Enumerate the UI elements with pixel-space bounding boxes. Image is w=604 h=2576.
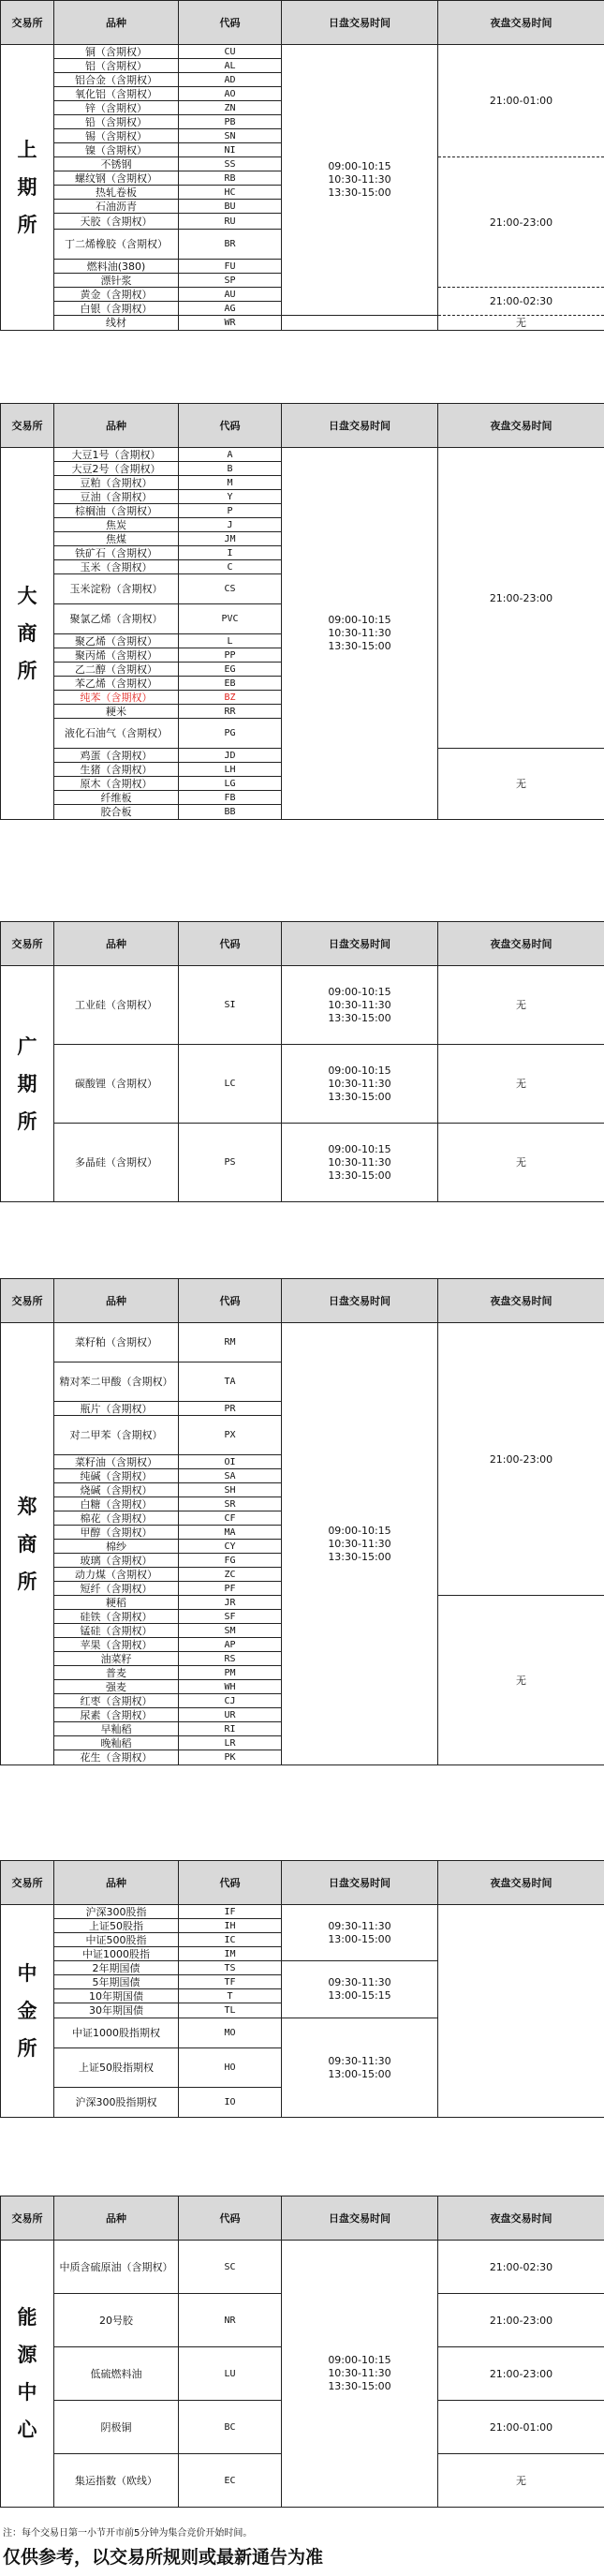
header-day-session: 日盘交易时间 bbox=[282, 922, 438, 966]
code-cell: IO bbox=[179, 2088, 282, 2118]
code-cell: BC bbox=[179, 2401, 282, 2454]
product-cell: 油菜籽 bbox=[54, 1652, 179, 1666]
product-cell: 工业硅（含期权） bbox=[54, 966, 179, 1045]
night-session-cell: 21:00-23:00 bbox=[438, 2294, 604, 2347]
product-cell: 豆油（含期权） bbox=[54, 490, 179, 504]
shfe-table bbox=[0, 0, 604, 331]
code-cell: C bbox=[179, 560, 282, 574]
product-cell: 苯乙烯（含期权） bbox=[54, 677, 179, 691]
header-row bbox=[1, 1, 604, 45]
code-cell: EG bbox=[179, 663, 282, 677]
product-cell: 黄金（含期权） bbox=[54, 288, 179, 302]
table-row bbox=[1, 1905, 604, 1919]
exchange-name: 中 金 所 bbox=[1, 1905, 54, 2118]
code-cell: AP bbox=[179, 1638, 282, 1652]
code-cell: SC bbox=[179, 2241, 282, 2294]
ine-table bbox=[0, 2196, 604, 2508]
code-cell: RU bbox=[179, 214, 282, 230]
product-cell: 粳稻 bbox=[54, 1596, 179, 1610]
product-cell: 氧化铝（含期权） bbox=[54, 87, 179, 101]
night-session-cell: 无 bbox=[438, 966, 604, 1045]
header-day-session: 日盘交易时间 bbox=[282, 2196, 438, 2241]
night-session-cell: 21:00-23:00 bbox=[438, 448, 604, 749]
code-cell: TL bbox=[179, 2003, 282, 2018]
day-session-cell: 09:00-10:15 10:30-11:30 13:30-15:00 bbox=[282, 1045, 438, 1124]
code-cell: HC bbox=[179, 186, 282, 200]
code-cell: Y bbox=[179, 490, 282, 504]
product-cell: 铁矿石（含期权） bbox=[54, 546, 179, 560]
code-cell: LH bbox=[179, 763, 282, 777]
header-code: 代码 bbox=[179, 1861, 282, 1905]
header-exchange: 交易所 bbox=[1, 2196, 54, 2241]
code-cell: SA bbox=[179, 1469, 282, 1483]
code-cell: A bbox=[179, 448, 282, 462]
code-cell: FG bbox=[179, 1554, 282, 1568]
code-cell: TS bbox=[179, 1961, 282, 1975]
code-cell: WH bbox=[179, 1680, 282, 1694]
code-cell: SR bbox=[179, 1497, 282, 1511]
day-session-cell: 09:00-10:15 10:30-11:30 13:30-15:00 bbox=[282, 1323, 438, 1765]
code-cell: IH bbox=[179, 1919, 282, 1933]
night-session-cell: 无 bbox=[438, 2454, 604, 2508]
header-code: 代码 bbox=[179, 404, 282, 448]
code-cell: RS bbox=[179, 1652, 282, 1666]
code-cell: PP bbox=[179, 648, 282, 663]
czce-table bbox=[0, 1278, 604, 1765]
code-cell: PX bbox=[179, 1416, 282, 1455]
product-cell: 棉纱 bbox=[54, 1540, 179, 1554]
header-exchange: 交易所 bbox=[1, 1279, 54, 1323]
code-cell: BR bbox=[179, 230, 282, 260]
code-cell: IF bbox=[179, 1905, 282, 1919]
product-cell: 铝（含期权） bbox=[54, 59, 179, 73]
code-cell: PR bbox=[179, 1402, 282, 1416]
day-session-cell: 09:00-10:15 10:30-11:30 13:30-15:00 bbox=[282, 1124, 438, 1202]
code-cell: PB bbox=[179, 115, 282, 129]
code-cell: NI bbox=[179, 143, 282, 157]
header-product: 品种 bbox=[54, 1, 179, 45]
product-cell: 中质含硫原油（含期权） bbox=[54, 2241, 179, 2294]
product-cell: 螺纹钢（含期权） bbox=[54, 171, 179, 186]
code-cell: PG bbox=[179, 719, 282, 749]
exchange-name: 上 期 所 bbox=[1, 45, 54, 331]
code-cell: WR bbox=[179, 316, 282, 331]
code-cell: AO bbox=[179, 87, 282, 101]
code-cell: SM bbox=[179, 1624, 282, 1638]
product-cell: 聚乙烯（含期权） bbox=[54, 634, 179, 648]
disclaimer: 仅供参考，以交易所规则或最新通告为准 bbox=[3, 2547, 324, 2568]
code-cell: FU bbox=[179, 260, 282, 274]
night-session-cell: 无 bbox=[438, 316, 604, 331]
code-cell: RM bbox=[179, 1323, 282, 1362]
product-cell: 阴极铜 bbox=[54, 2401, 179, 2454]
code-cell: SP bbox=[179, 274, 282, 288]
product-cell: 普麦 bbox=[54, 1666, 179, 1680]
product-cell: 强麦 bbox=[54, 1680, 179, 1694]
product-cell: 锰硅（含期权） bbox=[54, 1624, 179, 1638]
code-cell: SI bbox=[179, 966, 282, 1045]
product-cell: 30年期国债 bbox=[54, 2003, 179, 2018]
product-cell: 粳米 bbox=[54, 705, 179, 719]
code-cell: AL bbox=[179, 59, 282, 73]
code-cell: PVC bbox=[179, 604, 282, 634]
code-cell: SH bbox=[179, 1483, 282, 1497]
product-cell: 苹果（含期权） bbox=[54, 1638, 179, 1652]
night-session-cell: 21:00-01:00 bbox=[438, 45, 604, 157]
product-cell: 豆粕（含期权） bbox=[54, 476, 179, 490]
product-cell: 乙二醇（含期权） bbox=[54, 663, 179, 677]
product-cell: 中证500股指 bbox=[54, 1933, 179, 1947]
code-cell: RR bbox=[179, 705, 282, 719]
code-cell: PF bbox=[179, 1582, 282, 1596]
code-cell: AU bbox=[179, 288, 282, 302]
header-product: 品种 bbox=[54, 1861, 179, 1905]
product-cell: 镍（含期权） bbox=[54, 143, 179, 157]
product-cell: 10年期国债 bbox=[54, 1989, 179, 2003]
code-cell: SF bbox=[179, 1610, 282, 1624]
code-cell: HO bbox=[179, 2048, 282, 2088]
header-code: 代码 bbox=[179, 922, 282, 966]
code-cell: PM bbox=[179, 1666, 282, 1680]
cffex-table bbox=[0, 1860, 604, 2118]
code-cell: ZN bbox=[179, 101, 282, 115]
day-session-cell-empty bbox=[282, 316, 438, 331]
exchange-name: 能 源 中 心 bbox=[1, 2241, 54, 2508]
product-cell: 多晶硅（含期权） bbox=[54, 1124, 179, 1202]
night-session-cell: 21:00-23:00 bbox=[438, 157, 604, 288]
header-exchange: 交易所 bbox=[1, 922, 54, 966]
code-cell: PS bbox=[179, 1124, 282, 1202]
product-cell: 热轧卷板 bbox=[54, 186, 179, 200]
day-session-cell: 09:30-11:30 13:00-15:00 bbox=[282, 1905, 438, 1961]
code-cell: JR bbox=[179, 1596, 282, 1610]
header-day-session: 日盘交易时间 bbox=[282, 404, 438, 448]
code-cell: EC bbox=[179, 2454, 282, 2508]
table-row bbox=[1, 1045, 604, 1124]
header-product: 品种 bbox=[54, 922, 179, 966]
product-cell: 红枣（含期权） bbox=[54, 1694, 179, 1708]
code-cell: AG bbox=[179, 302, 282, 316]
table-row bbox=[1, 966, 604, 1045]
product-cell: 焦煤 bbox=[54, 532, 179, 546]
product-cell: 上证50股指期权 bbox=[54, 2048, 179, 2088]
product-cell: 尿素（含期权） bbox=[54, 1708, 179, 1722]
product-cell: 纯碱（含期权） bbox=[54, 1469, 179, 1483]
code-cell: I bbox=[179, 546, 282, 560]
night-session-cell: 21:00-23:00 bbox=[438, 1323, 604, 1596]
header-row bbox=[1, 922, 604, 966]
header-product: 品种 bbox=[54, 1279, 179, 1323]
product-cell: 玻璃（含期权） bbox=[54, 1554, 179, 1568]
product-cell: 胶合板 bbox=[54, 805, 179, 820]
product-cell: 集运指数（欧线） bbox=[54, 2454, 179, 2508]
table-row bbox=[1, 448, 604, 462]
code-cell: BB bbox=[179, 805, 282, 820]
product-cell: 晚籼稻 bbox=[54, 1736, 179, 1750]
code-cell: TA bbox=[179, 1362, 282, 1402]
product-cell: 甲醇（含期权） bbox=[54, 1526, 179, 1540]
code-cell: IM bbox=[179, 1947, 282, 1961]
product-cell: 瓶片（含期权） bbox=[54, 1402, 179, 1416]
product-cell: 生猪（含期权） bbox=[54, 763, 179, 777]
product-cell: 中证1000股指期权 bbox=[54, 2018, 179, 2048]
header-product: 品种 bbox=[54, 2196, 179, 2241]
table-row bbox=[1, 2241, 604, 2294]
product-cell: 大豆2号（含期权） bbox=[54, 462, 179, 476]
header-exchange: 交易所 bbox=[1, 1861, 54, 1905]
product-cell: 低硫燃料油 bbox=[54, 2347, 179, 2401]
product-cell: 不锈钢 bbox=[54, 157, 179, 171]
header-night-session: 夜盘交易时间 bbox=[438, 1, 604, 45]
product-cell: 2年期国债 bbox=[54, 1961, 179, 1975]
product-cell: 花生（含期权） bbox=[54, 1750, 179, 1765]
code-cell: LU bbox=[179, 2347, 282, 2401]
product-cell: 玉米淀粉（含期权） bbox=[54, 574, 179, 604]
night-session-cell: 无 bbox=[438, 1124, 604, 1202]
header-row bbox=[1, 404, 604, 448]
header-night-session: 夜盘交易时间 bbox=[438, 922, 604, 966]
code-cell: M bbox=[179, 476, 282, 490]
code-cell: J bbox=[179, 518, 282, 532]
night-session-cell bbox=[438, 1905, 604, 2118]
code-cell: CS bbox=[179, 574, 282, 604]
code-cell: CF bbox=[179, 1511, 282, 1526]
product-cell: 早籼稻 bbox=[54, 1722, 179, 1736]
product-cell: 纤维板 bbox=[54, 791, 179, 805]
code-cell: CY bbox=[179, 1540, 282, 1554]
code-cell: LC bbox=[179, 1045, 282, 1124]
product-cell: 鸡蛋（含期权） bbox=[54, 749, 179, 763]
code-cell: EB bbox=[179, 677, 282, 691]
product-cell: 动力煤（含期权） bbox=[54, 1568, 179, 1582]
code-cell: FB bbox=[179, 791, 282, 805]
header-day-session: 日盘交易时间 bbox=[282, 1, 438, 45]
product-cell: 上证50股指 bbox=[54, 1919, 179, 1933]
table-row bbox=[1, 45, 604, 59]
product-cell: 原木（含期权） bbox=[54, 777, 179, 791]
header-code: 代码 bbox=[179, 2196, 282, 2241]
product-cell: 丁二烯橡胶（含期权） bbox=[54, 230, 179, 260]
night-session-cell: 21:00-23:00 bbox=[438, 2347, 604, 2401]
product-cell: 聚丙烯（含期权） bbox=[54, 648, 179, 663]
code-cell: AD bbox=[179, 73, 282, 87]
product-cell: 铝合金（含期权） bbox=[54, 73, 179, 87]
code-cell: MA bbox=[179, 1526, 282, 1540]
night-session-cell: 无 bbox=[438, 749, 604, 820]
product-cell: 玉米（含期权） bbox=[54, 560, 179, 574]
header-exchange: 交易所 bbox=[1, 1, 54, 45]
code-cell: TF bbox=[179, 1975, 282, 1989]
product-cell: 5年期国债 bbox=[54, 1975, 179, 1989]
day-session-cell: 09:00-10:15 10:30-11:30 13:30-15:00 bbox=[282, 45, 438, 316]
product-cell: 铜（含期权） bbox=[54, 45, 179, 59]
table-row bbox=[1, 1323, 604, 1362]
header-night-session: 夜盘交易时间 bbox=[438, 2196, 604, 2241]
night-session-cell: 21:00-01:00 bbox=[438, 2401, 604, 2454]
product-cell: 石油沥青 bbox=[54, 200, 179, 214]
code-cell: SN bbox=[179, 129, 282, 143]
product-cell: 焦炭 bbox=[54, 518, 179, 532]
code-cell: P bbox=[179, 504, 282, 518]
product-cell: 中证1000股指 bbox=[54, 1947, 179, 1961]
gfex-table bbox=[0, 921, 604, 1202]
code-cell: LG bbox=[179, 777, 282, 791]
product-cell: 菜籽粕（含期权） bbox=[54, 1323, 179, 1362]
header-night-session: 夜盘交易时间 bbox=[438, 1279, 604, 1323]
product-cell: 燃料油(380) bbox=[54, 260, 179, 274]
product-cell: 锡（含期权） bbox=[54, 129, 179, 143]
code-cell: LR bbox=[179, 1736, 282, 1750]
product-cell: 精对苯二甲酸（含期权） bbox=[54, 1362, 179, 1402]
code-cell: BZ bbox=[179, 691, 282, 705]
product-cell: 棉花（含期权） bbox=[54, 1511, 179, 1526]
product-cell: 液化石油气（含期权） bbox=[54, 719, 179, 749]
product-cell: 白银（含期权） bbox=[54, 302, 179, 316]
day-session-cell: 09:00-10:15 10:30-11:30 13:30-15:00 bbox=[282, 966, 438, 1045]
header-night-session: 夜盘交易时间 bbox=[438, 1861, 604, 1905]
code-cell: JD bbox=[179, 749, 282, 763]
header-code: 代码 bbox=[179, 1279, 282, 1323]
header-product: 品种 bbox=[54, 404, 179, 448]
product-cell: 线材 bbox=[54, 316, 179, 331]
day-session-cell: 09:30-11:30 13:00-15:00 bbox=[282, 2018, 438, 2118]
night-session-cell: 21:00-02:30 bbox=[438, 2241, 604, 2294]
code-cell: RI bbox=[179, 1722, 282, 1736]
dce-table bbox=[0, 403, 604, 820]
exchange-name: 广 期 所 bbox=[1, 966, 54, 1202]
product-cell: 菜籽油（含期权） bbox=[54, 1455, 179, 1469]
product-cell: 沪深300股指期权 bbox=[54, 2088, 179, 2118]
code-cell: OI bbox=[179, 1455, 282, 1469]
header-day-session: 日盘交易时间 bbox=[282, 1279, 438, 1323]
header-night-session: 夜盘交易时间 bbox=[438, 404, 604, 448]
table-row bbox=[1, 1124, 604, 1202]
header-day-session: 日盘交易时间 bbox=[282, 1861, 438, 1905]
product-cell: 纯苯（含期权） bbox=[54, 691, 179, 705]
product-cell: 短纤（含期权） bbox=[54, 1582, 179, 1596]
product-cell: 沪深300股指 bbox=[54, 1905, 179, 1919]
product-cell: 20号胶 bbox=[54, 2294, 179, 2347]
exchange-name: 大 商 所 bbox=[1, 448, 54, 820]
product-cell: 天胶（含期权） bbox=[54, 214, 179, 230]
product-cell: 聚氯乙烯（含期权） bbox=[54, 604, 179, 634]
table-row bbox=[1, 316, 604, 331]
product-cell: 白糖（含期权） bbox=[54, 1497, 179, 1511]
day-session-cell: 09:00-10:15 10:30-11:30 13:30-15:00 bbox=[282, 448, 438, 820]
code-cell: PK bbox=[179, 1750, 282, 1765]
code-cell: CJ bbox=[179, 1694, 282, 1708]
product-cell: 对二甲苯（含期权） bbox=[54, 1416, 179, 1455]
code-cell: UR bbox=[179, 1708, 282, 1722]
code-cell: ZC bbox=[179, 1568, 282, 1582]
product-cell: 锌（含期权） bbox=[54, 101, 179, 115]
header-row bbox=[1, 2196, 604, 2241]
product-cell: 铅（含期权） bbox=[54, 115, 179, 129]
code-cell: MO bbox=[179, 2018, 282, 2048]
code-cell: RB bbox=[179, 171, 282, 186]
code-cell: IC bbox=[179, 1933, 282, 1947]
code-cell: CU bbox=[179, 45, 282, 59]
product-cell: 棕榈油（含期权） bbox=[54, 504, 179, 518]
code-cell: L bbox=[179, 634, 282, 648]
product-cell: 碳酸锂（含期权） bbox=[54, 1045, 179, 1124]
header-code: 代码 bbox=[179, 1, 282, 45]
header-row bbox=[1, 1279, 604, 1323]
code-cell: NR bbox=[179, 2294, 282, 2347]
night-session-cell: 无 bbox=[438, 1045, 604, 1124]
header-row bbox=[1, 1861, 604, 1905]
footnote: 注：每个交易日第一小节开市前5分钟为集合竞价开始时间。 bbox=[3, 2528, 253, 2539]
code-cell: JM bbox=[179, 532, 282, 546]
header-exchange: 交易所 bbox=[1, 404, 54, 448]
product-cell: 烧碱（含期权） bbox=[54, 1483, 179, 1497]
code-cell: SS bbox=[179, 157, 282, 171]
night-session-cell: 21:00-02:30 bbox=[438, 288, 604, 316]
product-cell: 硅铁（含期权） bbox=[54, 1610, 179, 1624]
product-cell: 大豆1号（含期权） bbox=[54, 448, 179, 462]
code-cell: BU bbox=[179, 200, 282, 214]
day-session-cell: 09:30-11:30 13:00-15:15 bbox=[282, 1961, 438, 2018]
code-cell: T bbox=[179, 1989, 282, 2003]
day-session-cell: 09:00-10:15 10:30-11:30 13:30-15:00 bbox=[282, 2241, 438, 2508]
night-session-cell: 无 bbox=[438, 1596, 604, 1765]
exchange-name: 郑 商 所 bbox=[1, 1323, 54, 1765]
code-cell: B bbox=[179, 462, 282, 476]
product-cell: 漂针浆 bbox=[54, 274, 179, 288]
